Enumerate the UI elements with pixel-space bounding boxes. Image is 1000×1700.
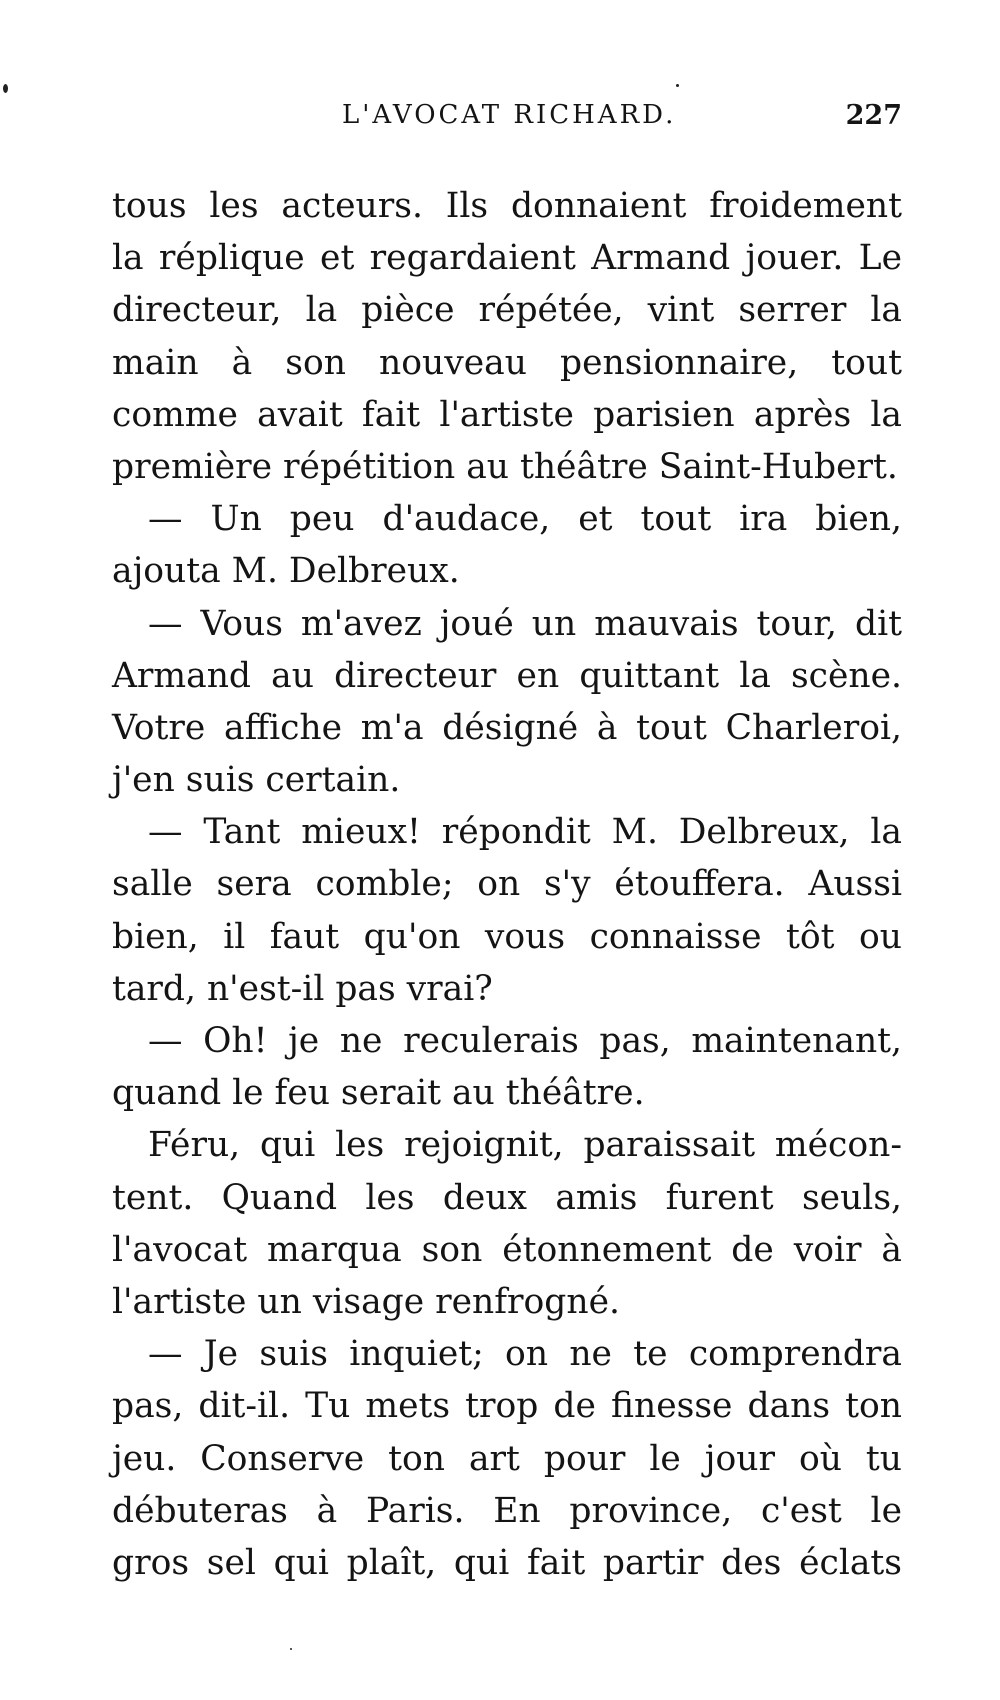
text-line: Votre affiche m'a désigné à tout Charleroi, — [112, 707, 902, 748]
text-line: gros sel qui plaît, qui fait partir des éclats — [112, 1542, 902, 1583]
text-line: tous les acteurs. Ils donnaient froidement — [112, 186, 902, 226]
text-line: — Vous m'avez joué un mauvais tour, dit — [148, 603, 902, 644]
text-line: la réplique et regardaient Armand jouer. Le — [112, 238, 902, 279]
page-number: 227 — [845, 100, 902, 131]
text-line: l'artiste un visage renfrogné. — [112, 1281, 620, 1322]
text-line: tent. Quand les deux amis furent seuls, — [112, 1177, 902, 1218]
text-line: quand le feu serait au théâtre. — [112, 1073, 645, 1114]
text-line: débuteras à Paris. En province, c'est le — [112, 1490, 902, 1531]
text-line: comme avait fait l'artiste parisien après la — [112, 394, 902, 435]
text-line: première répétition au théâtre Saint-Hubert. — [112, 446, 898, 487]
text-line: — Je suis inquiet; on ne te comprendra — [148, 1334, 902, 1375]
text-line: l'avocat marqua son étonnement de voir à — [112, 1229, 902, 1270]
print-speck — [676, 84, 679, 87]
text-line: jeu. Conserve ton art pour le jour où tu — [112, 1438, 902, 1479]
text-line: Féru, qui les rejoignit, paraissait mécon- — [148, 1125, 902, 1166]
print-speck — [290, 1648, 292, 1650]
page-header — [112, 100, 902, 140]
body-text — [112, 180, 902, 1589]
text-line: j'en suis certain. — [112, 760, 401, 801]
print-speck — [3, 84, 8, 93]
running-title: L'AVOCAT RICHARD. — [342, 100, 677, 130]
text-line: pas, dit-il. Tu mets trop de finesse dans ton — [112, 1386, 902, 1427]
text-line: ajouta M. Delbreux. — [112, 551, 460, 592]
text-line: — Oh! je ne reculerais pas, maintenant, — [148, 1021, 902, 1061]
text-line: — Un peu d'audace, et tout ira bien, — [148, 499, 902, 540]
text-line: main à son nouveau pensionnaire, tout — [112, 342, 902, 383]
text-line: tard, n'est-il pas vrai? — [112, 968, 493, 1009]
text-line: Armand au directeur en quittant la scène. — [112, 655, 902, 696]
text-line: — Tant mieux! répondit M. Delbreux, la — [148, 812, 902, 853]
text-line: directeur, la pièce répétée, vint serrer la — [112, 290, 902, 331]
text-line: bien, il faut qu'on vous connaisse tôt ou — [112, 916, 902, 957]
text-line: salle sera comble; on s'y étouffera. Aussi — [112, 864, 902, 905]
